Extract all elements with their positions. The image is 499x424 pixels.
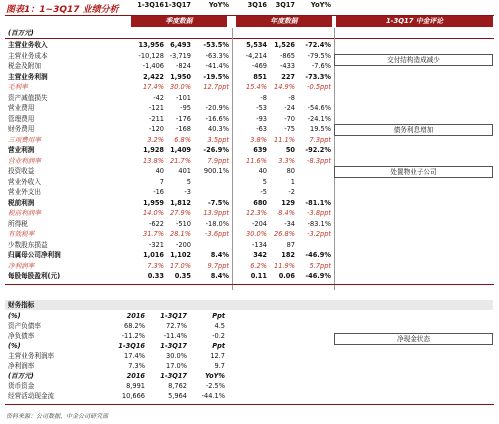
table-row xyxy=(5,381,255,391)
row-label: 资产负债率 xyxy=(8,322,41,330)
table-cell: 1,950 xyxy=(170,72,191,81)
table-cell: 40 xyxy=(155,167,164,175)
table-cell: -8 xyxy=(260,93,267,102)
table-cell: -3.8ppt xyxy=(307,209,331,217)
table-cell: 30.0% xyxy=(246,230,267,238)
table-cell: -622 xyxy=(149,219,164,228)
table-cell: -3.6ppt xyxy=(205,230,229,238)
table-cell: 7 xyxy=(159,177,164,186)
table-row xyxy=(5,177,335,188)
table-cell: -2 xyxy=(288,188,295,196)
table-cell: -18.0% xyxy=(205,219,229,228)
table-cell: 0.35 xyxy=(174,272,191,280)
table-cell: -46.9% xyxy=(305,272,331,280)
table-cell: 14.9% xyxy=(274,83,295,91)
table-cell: -200 xyxy=(176,240,191,249)
table-cell: 7.3ppt xyxy=(309,135,331,144)
table-cell: -16.6% xyxy=(205,114,229,123)
table-row xyxy=(5,40,335,51)
table-cell: 5,534 xyxy=(246,41,267,49)
income-table xyxy=(5,40,335,282)
table-cell: -134 xyxy=(252,240,267,249)
table-cell: 0.33 xyxy=(147,272,164,280)
table-cell: 19.5% xyxy=(310,125,331,133)
row-label: 营业外支出 xyxy=(8,188,41,196)
table-row xyxy=(5,156,335,167)
col-header: YoY% xyxy=(310,1,331,9)
row-label: 三项费用率 xyxy=(8,135,41,144)
table-row xyxy=(5,219,335,230)
table-cell: 6,493 xyxy=(170,41,191,49)
row-label: 有效税率 xyxy=(8,230,35,238)
table-row xyxy=(5,145,335,156)
table-cell: 27.9% xyxy=(170,209,191,217)
table-cell: -120 xyxy=(149,125,164,133)
table-cell: 182 xyxy=(281,251,295,259)
table-cell: 40.3% xyxy=(208,125,229,133)
row-label: 净利润率 xyxy=(8,261,35,270)
row-label: (百万元) xyxy=(8,372,34,380)
row-label: (%) xyxy=(8,342,21,350)
table-cell: -46.9% xyxy=(305,251,331,259)
table-row xyxy=(5,331,255,341)
table-cell: 11.1% xyxy=(274,135,295,144)
annual-header: 年度数据 xyxy=(236,16,332,27)
table-cell: 10,666 xyxy=(121,392,145,400)
col-header: YoY% xyxy=(208,1,229,9)
table-cell: 17.4% xyxy=(124,352,145,360)
col-header: 1-3Q17 xyxy=(164,1,191,9)
table-cell: -121 xyxy=(149,104,164,112)
table-cell: -10,128 xyxy=(138,51,164,60)
table-cell: -34 xyxy=(284,219,295,228)
table-cell: 5,964 xyxy=(168,392,187,400)
table-cell: 8,762 xyxy=(168,382,187,390)
table-cell: -53.5% xyxy=(203,41,229,49)
table-cell: -204 xyxy=(252,219,267,228)
table-cell: 8.4% xyxy=(210,272,229,280)
table-cell: -8 xyxy=(288,93,295,102)
table-row xyxy=(5,103,335,114)
table-cell: 9.7ppt xyxy=(207,261,229,270)
table-cell: 17.0% xyxy=(170,261,191,270)
table-cell: 5.7ppt xyxy=(309,261,331,270)
table-cell: 13,956 xyxy=(138,41,164,49)
table-cell: -433 xyxy=(280,62,295,70)
row-label: 主营业务利润率 xyxy=(8,352,55,360)
table-cell: 851 xyxy=(253,72,267,81)
table-cell: -176 xyxy=(176,114,191,123)
table-cell: 1-3Q17 xyxy=(160,312,187,320)
table-row xyxy=(5,391,255,401)
table-row xyxy=(5,61,335,72)
table-cell: 11.6% xyxy=(246,156,267,165)
table-cell: -83.1% xyxy=(307,219,331,228)
table-row xyxy=(5,166,335,177)
row-label: 净负债率 xyxy=(8,332,35,340)
quarterly-header: 季度数据 xyxy=(131,16,227,27)
figure-title: 图表1：1~3Q17 业绩分析 xyxy=(6,5,119,15)
table-cell: 68.2% xyxy=(124,322,145,330)
table-cell: -865 xyxy=(280,51,295,60)
table-cell: 5 xyxy=(186,177,191,186)
table-cell: 342 xyxy=(253,251,267,259)
table-cell: -70 xyxy=(284,114,295,123)
table-row xyxy=(5,72,335,83)
financial-indicators-header: 财务指标 xyxy=(5,300,493,310)
row-label: 经营活动现金流 xyxy=(8,392,55,400)
table-row xyxy=(5,187,335,198)
table-cell: -3.2ppt xyxy=(307,230,331,238)
col-header: 1-3Q16 xyxy=(137,1,164,9)
table-cell: -72.4% xyxy=(305,41,331,49)
table-cell: 1-3Q17 xyxy=(160,342,187,350)
table-row xyxy=(5,208,335,219)
table-cell: 14.0% xyxy=(143,209,164,217)
comment-box: 债务利息增加 xyxy=(334,124,493,136)
table-cell: -5 xyxy=(260,188,267,196)
table-cell: 30.0% xyxy=(170,83,191,91)
row-label: 净利润率 xyxy=(8,362,35,370)
row-label: 投资收益 xyxy=(8,167,35,175)
table-row xyxy=(5,51,335,62)
table-row xyxy=(5,351,255,361)
table-cell: 8.4% xyxy=(278,209,295,217)
table-cell: -7.6% xyxy=(311,62,331,70)
table-cell: 7.3% xyxy=(147,261,164,270)
table-cell: -81.1% xyxy=(305,198,331,207)
table-cell: 12.3% xyxy=(246,209,267,217)
table-cell: 30.0% xyxy=(166,352,187,360)
table-cell: 1,102 xyxy=(170,251,191,259)
table-cell: -20.9% xyxy=(205,104,229,112)
table-cell: -2.5% xyxy=(205,382,225,390)
row-label: 营业利润率 xyxy=(8,156,41,165)
table-cell: 1-3Q16 xyxy=(118,342,145,350)
table-cell: Ppt xyxy=(212,312,225,320)
table-cell: -469 xyxy=(252,62,267,70)
table-row xyxy=(5,371,255,381)
table-cell: 0.11 xyxy=(250,272,267,280)
section-bottom-rule xyxy=(5,404,494,405)
unit-label: (百万元) xyxy=(8,29,34,37)
table-row xyxy=(5,114,335,125)
table-bottom-rule xyxy=(5,284,494,285)
row-label: 主营业务收入 xyxy=(8,41,48,49)
table-cell: 1,812 xyxy=(170,198,191,207)
row-label: 毛利率 xyxy=(8,83,28,91)
table-cell: 8,991 xyxy=(126,382,145,390)
row-label: 每股每股盈利(元) xyxy=(8,272,61,280)
comment-box: 净现金状态 xyxy=(334,333,493,345)
row-label: 营业外收入 xyxy=(8,177,41,186)
table-cell: -16 xyxy=(153,188,164,196)
table-cell: 1 xyxy=(290,177,295,186)
table-cell: 15.4% xyxy=(246,83,267,91)
table-cell: -7.5% xyxy=(207,198,229,207)
table-cell: 1,928 xyxy=(143,146,164,154)
table-cell: 28.1% xyxy=(170,230,191,238)
table-cell: 2,422 xyxy=(143,72,164,81)
table-cell: -73.3% xyxy=(305,72,331,81)
row-label: 营业利润 xyxy=(8,146,35,154)
table-cell: -1,406 xyxy=(142,62,164,70)
row-label: 财务费用 xyxy=(8,125,35,133)
row-label: 归属母公司净利润 xyxy=(8,251,61,259)
table-cell: 7.3% xyxy=(128,362,145,370)
table-cell: 12.7ppt xyxy=(203,83,229,91)
table-cell: 4.5 xyxy=(214,322,225,330)
comment-header: 1-3Q17 中金评论 xyxy=(336,16,493,27)
table-cell: -168 xyxy=(176,125,191,133)
table-cell: 6.2% xyxy=(250,261,267,270)
table-cell: 639 xyxy=(253,146,267,154)
financial-indicators-table xyxy=(5,311,255,401)
table-cell: 2016 xyxy=(126,372,145,380)
table-row xyxy=(5,198,335,209)
table-cell: 80 xyxy=(286,167,295,175)
table-row xyxy=(5,229,335,240)
table-cell: Ppt xyxy=(212,342,225,350)
table-row xyxy=(5,93,335,104)
row-label: 所得税 xyxy=(8,219,28,228)
table-cell: 13.8% xyxy=(143,156,164,165)
row-label: 少数股东损益 xyxy=(8,240,48,249)
table-row xyxy=(5,321,255,331)
table-cell: 87 xyxy=(286,240,295,249)
table-cell: -0.2 xyxy=(212,332,225,340)
table-cell: -0.5ppt xyxy=(307,83,331,91)
table-cell: 11.9% xyxy=(274,261,295,270)
table-cell: -24.1% xyxy=(307,114,331,123)
row-label: 税前利润 xyxy=(8,198,35,207)
row-label: 主营业务成本 xyxy=(8,51,48,60)
row-label: 货币资金 xyxy=(8,382,35,390)
table-cell: 26.8% xyxy=(274,230,295,238)
source-note: 资料来源：公司数据、中金公司研究部 xyxy=(6,413,109,420)
table-cell: 8.4% xyxy=(210,251,229,259)
table-cell: -53 xyxy=(256,104,267,112)
table-cell: -26.9% xyxy=(203,146,229,154)
table-cell: -11.2% xyxy=(121,332,145,340)
table-cell: 6.8% xyxy=(174,135,191,144)
table-cell: 0.06 xyxy=(278,272,295,280)
table-row xyxy=(5,135,335,146)
table-cell: 40 xyxy=(258,167,267,175)
table-row xyxy=(5,82,335,93)
col-header: 3Q17 xyxy=(275,1,295,9)
table-row xyxy=(5,361,255,371)
table-cell: 7.9ppt xyxy=(207,156,229,165)
table-cell: -824 xyxy=(176,62,191,70)
table-cell: -44.1% xyxy=(201,392,225,400)
table-cell: 17.4% xyxy=(143,83,164,91)
table-cell: 900.1% xyxy=(203,167,229,175)
table-cell: -101 xyxy=(176,93,191,102)
table-cell: 9.7 xyxy=(214,362,225,370)
table-cell: 2016 xyxy=(126,312,145,320)
table-cell: 21.7% xyxy=(170,156,191,165)
table-cell: 129 xyxy=(281,198,295,207)
table-cell: -11.4% xyxy=(163,332,187,340)
table-cell: 72.7% xyxy=(166,322,187,330)
table-row xyxy=(5,250,335,261)
table-cell: 3.5ppt xyxy=(207,135,229,144)
table-cell: -211 xyxy=(149,114,164,123)
table-cell: 3.8% xyxy=(250,135,267,144)
table-cell: 13.9ppt xyxy=(203,209,229,217)
table-cell: -79.5% xyxy=(307,51,331,60)
table-row xyxy=(5,341,255,351)
table-cell: YoY% xyxy=(205,372,225,380)
table-cell: 5 xyxy=(262,177,267,186)
table-cell: -24 xyxy=(284,104,295,112)
table-cell: -41.4% xyxy=(205,62,229,70)
table-cell: 31.7% xyxy=(143,230,164,238)
table-cell: 227 xyxy=(281,72,295,81)
table-cell: -75 xyxy=(284,125,295,133)
table-cell: 1,016 xyxy=(143,251,164,259)
comment-box: 交付结构造成减少 xyxy=(334,54,493,66)
row-label: 营业费用 xyxy=(8,104,35,112)
table-cell: 1,526 xyxy=(274,41,295,49)
table-cell: 12.7 xyxy=(210,352,225,360)
table-cell: 17.0% xyxy=(166,362,187,370)
table-cell: -3 xyxy=(184,188,191,196)
comment-box: 处置物业子公司 xyxy=(334,166,493,178)
table-cell: -3,719 xyxy=(169,51,191,60)
table-cell: 50 xyxy=(285,146,295,154)
row-label: 税前利润率 xyxy=(8,209,41,217)
col-header: 3Q16 xyxy=(247,1,267,9)
table-row xyxy=(5,311,255,321)
table-cell: -8.3ppt xyxy=(307,156,331,165)
table-cell: -19.5% xyxy=(203,72,229,81)
table-cell: -93 xyxy=(256,114,267,123)
table-cell: 401 xyxy=(178,167,191,175)
table-cell: 1,959 xyxy=(143,198,164,207)
table-cell: -54.6% xyxy=(307,104,331,112)
table-cell: -510 xyxy=(176,219,191,228)
table-row xyxy=(5,271,335,282)
row-label: (%) xyxy=(8,312,21,320)
row-label: 管理费用 xyxy=(8,114,35,123)
table-cell: -4,214 xyxy=(245,51,267,60)
table-row xyxy=(5,124,335,135)
table-cell: 1,409 xyxy=(170,146,191,154)
table-cell: -321 xyxy=(149,240,164,249)
table-cell: -95 xyxy=(180,104,191,112)
row-label: 税金及附加 xyxy=(8,62,41,70)
table-cell: -92.2% xyxy=(305,146,331,154)
table-row xyxy=(5,261,335,272)
table-cell: 1-3Q17 xyxy=(160,372,187,380)
table-cell: -63.3% xyxy=(205,51,229,60)
row-label: 资产减值损失 xyxy=(8,93,48,102)
table-cell: 680 xyxy=(253,198,267,207)
table-cell: 3.3% xyxy=(278,156,295,165)
table-cell: -42 xyxy=(153,93,164,102)
table-cell: 3.2% xyxy=(147,135,164,144)
table-cell: -63 xyxy=(256,125,267,133)
header-rule xyxy=(5,38,494,39)
row-label: 主营业务利润 xyxy=(8,72,48,81)
table-row xyxy=(5,240,335,251)
